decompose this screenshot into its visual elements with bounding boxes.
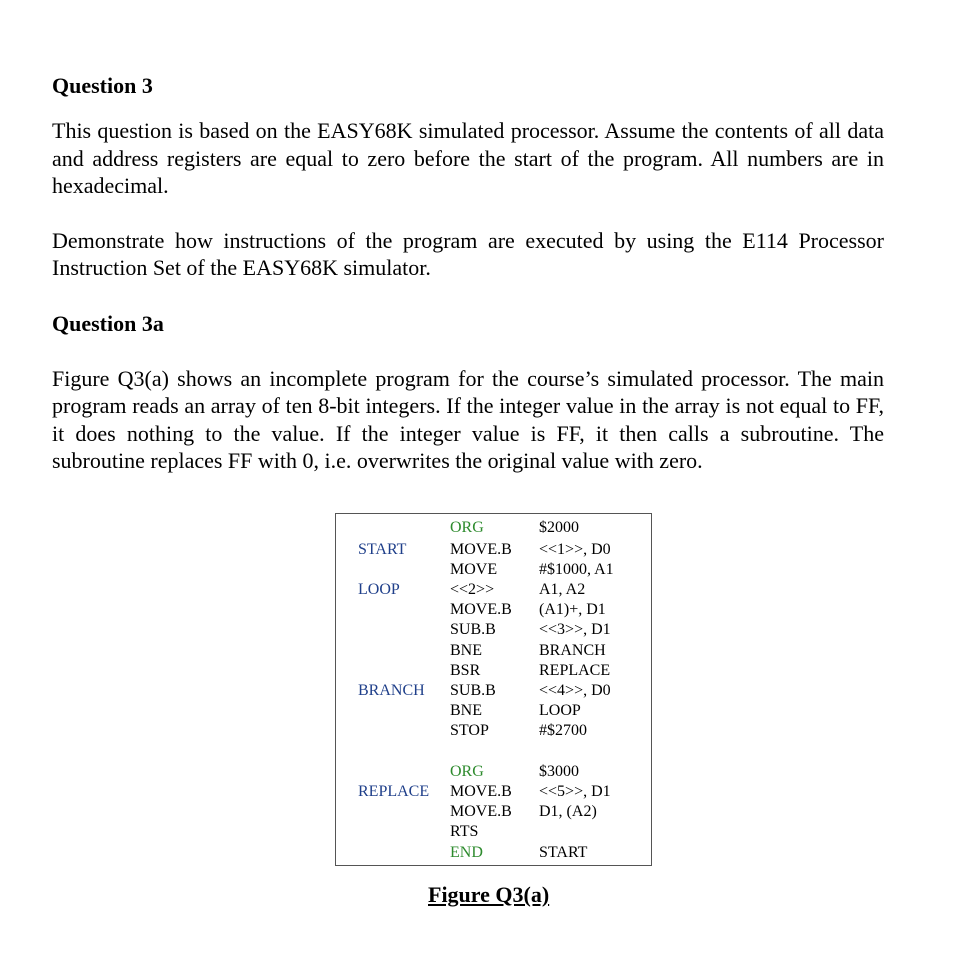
question-document <box>52 66 884 475</box>
code-operand: <<3>>, D1 <box>539 621 611 638</box>
code-directive: END <box>450 844 483 861</box>
code-operand: BRANCH <box>539 642 606 659</box>
code-opcode: BSR <box>450 662 481 679</box>
code-label: START <box>358 541 407 558</box>
code-label: REPLACE <box>358 783 430 800</box>
code-line <box>336 762 651 782</box>
code-operand: <<1>>, D0 <box>539 541 611 558</box>
code-opcode: <<2>> <box>450 581 495 598</box>
code-line <box>336 600 651 620</box>
code-operand: D1, (A2) <box>539 803 597 820</box>
code-opcode: MOVE.B <box>450 803 512 820</box>
code-line <box>336 518 651 538</box>
code-opcode: MOVE.B <box>450 541 512 558</box>
code-operand: START <box>539 844 588 861</box>
code-operand: #$1000, A1 <box>539 561 614 578</box>
code-line <box>336 681 651 701</box>
code-operand: $3000 <box>539 763 579 780</box>
question-3-intro: This question is based on the EASY68K simulated processor. Assume the contents of all data and address registers are equal to zero before the start of the program. All numbers are in hexadecimal. <box>52 118 884 198</box>
code-line <box>336 641 651 661</box>
code-line <box>336 560 651 580</box>
code-line <box>336 701 651 721</box>
program-listing-box <box>335 513 652 866</box>
code-line <box>336 782 651 802</box>
code-opcode: SUB.B <box>450 621 496 638</box>
code-line <box>336 802 651 822</box>
code-label: BRANCH <box>358 682 425 699</box>
code-line <box>336 843 651 863</box>
question-3a-heading: Question 3a <box>52 310 164 336</box>
code-directive: ORG <box>450 519 484 536</box>
code-opcode: SUB.B <box>450 682 496 699</box>
code-operand: <<5>>, D1 <box>539 783 611 800</box>
code-line <box>336 721 651 741</box>
code-opcode: STOP <box>450 722 489 739</box>
code-operand: REPLACE <box>539 662 611 679</box>
question-3-heading: Question 3 <box>52 73 153 98</box>
code-line <box>336 620 651 640</box>
code-label: LOOP <box>358 581 400 598</box>
code-line <box>336 580 651 600</box>
code-operand: A1, A2 <box>539 581 586 598</box>
question-3-instructions: Demonstrate how instructions of the program are executed by using the E114 Processor Instruction Set of the EASY68K simulator. <box>52 227 884 280</box>
code-opcode: MOVE <box>450 561 498 578</box>
code-operand: LOOP <box>539 702 581 719</box>
code-line <box>336 822 651 842</box>
code-line <box>336 540 651 560</box>
code-operand: (A1)+, D1 <box>539 601 606 618</box>
code-opcode: BNE <box>450 642 482 659</box>
code-operand: $2000 <box>539 519 579 536</box>
code-operand: <<4>>, D0 <box>539 682 611 699</box>
code-opcode: MOVE.B <box>450 783 512 800</box>
code-opcode: BNE <box>450 702 482 719</box>
code-operand: #$2700 <box>539 722 587 739</box>
question-3a-description: Figure Q3(a) shows an incomplete program for the course’s simulated processor. The main program reads an array of ten 8-bit integers. If the integer value in the array is not equal to FF, it does nothing to the value. If the integer value is FF, it then calls a subroutine. The subroutine replaces FF with 0, i.e. overwrites the original value with zero. <box>52 365 884 473</box>
code-opcode: RTS <box>450 823 479 840</box>
figure-caption: Figure Q3(a) <box>428 882 550 907</box>
code-directive: ORG <box>450 763 484 780</box>
code-line <box>336 661 651 681</box>
code-opcode: MOVE.B <box>450 601 512 618</box>
